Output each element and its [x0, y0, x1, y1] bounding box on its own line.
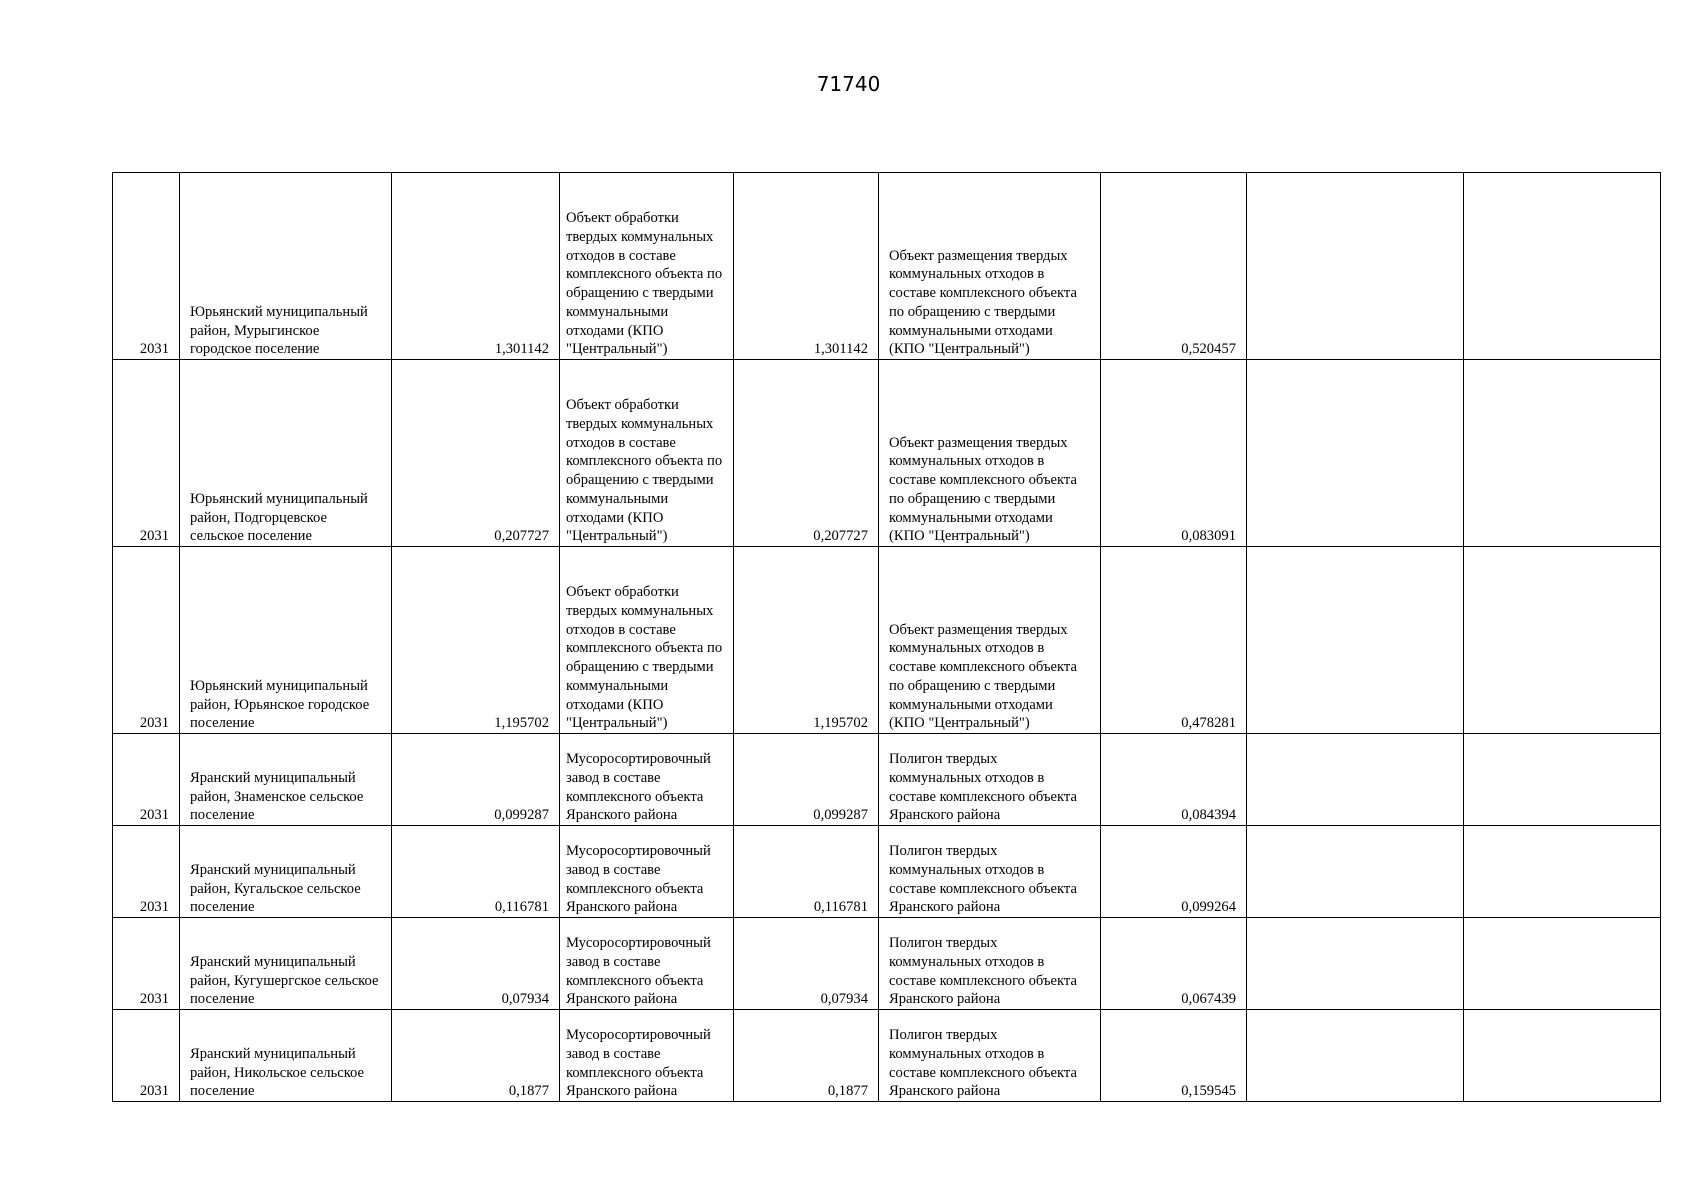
empty-cell [1247, 173, 1464, 360]
empty-cell [1464, 360, 1661, 547]
table-row [113, 173, 1661, 360]
territory-cell: Юрьянский муниципальный район, Юрьянское городское поселение [180, 547, 392, 734]
placement-object-cell: Полигон твердых коммунальных отходов в составе комплексного объекта Яранского района [879, 918, 1101, 1010]
processing-object-cell: Мусоросортировочный завод в составе комплексного объекта Яранского района [560, 734, 734, 826]
volume-placed-cell: 0,084394 [1101, 734, 1247, 826]
territory-cell: Юрьянский муниципальный район, Мурыгинское городское поселение [180, 173, 392, 360]
empty-cell [1247, 1010, 1464, 1102]
processing-object-cell: Объект обработки твердых коммунальных отходов в составе комплексного объекта по обращению с твердыми коммунальными отходами (КПО "Центральный") [560, 360, 734, 547]
volume-generated-cell: 1,301142 [392, 173, 560, 360]
empty-cell [1464, 173, 1661, 360]
empty-cell [1464, 918, 1661, 1010]
processing-object-cell: Мусоросортировочный завод в составе комплексного объекта Яранского района [560, 1010, 734, 1102]
volume-generated-cell: 0,099287 [392, 734, 560, 826]
table-row [113, 826, 1661, 918]
year-cell: 2031 [113, 734, 180, 826]
volume-processed-cell: 1,195702 [734, 547, 879, 734]
table-row [113, 547, 1661, 734]
processing-object-cell: Объект обработки твердых коммунальных отходов в составе комплексного объекта по обращению с твердыми коммунальными отходами (КПО "Центральный") [560, 173, 734, 360]
empty-cell [1464, 547, 1661, 734]
territory-cell: Юрьянский муниципальный район, Подгорцевское сельское поселение [180, 360, 392, 547]
table-row [113, 360, 1661, 547]
volume-processed-cell: 1,301142 [734, 173, 879, 360]
year-cell: 2031 [113, 547, 180, 734]
volume-generated-cell: 1,195702 [392, 547, 560, 734]
volume-placed-cell: 0,478281 [1101, 547, 1247, 734]
territory-cell: Яранский муниципальный район, Знаменское сельское поселение [180, 734, 392, 826]
empty-cell [1464, 1010, 1661, 1102]
volume-generated-cell: 0,116781 [392, 826, 560, 918]
processing-object-cell: Мусоросортировочный завод в составе комплексного объекта Яранского района [560, 918, 734, 1010]
placement-object-cell: Объект размещения твердых коммунальных отходов в составе комплексного объекта по обращению с твердыми коммунальными отходами (КПО "Центральный") [879, 173, 1101, 360]
table-row [113, 734, 1661, 826]
year-cell: 2031 [113, 173, 180, 360]
processing-object-cell: Объект обработки твердых коммунальных отходов в составе комплексного объекта по обращению с твердыми коммунальными отходами (КПО "Центральный") [560, 547, 734, 734]
processing-object-cell: Мусоросортировочный завод в составе комплексного объекта Яранского района [560, 826, 734, 918]
placement-object-cell: Полигон твердых коммунальных отходов в составе комплексного объекта Яранского района [879, 1010, 1101, 1102]
empty-cell [1464, 826, 1661, 918]
empty-cell [1247, 826, 1464, 918]
volume-placed-cell: 0,159545 [1101, 1010, 1247, 1102]
empty-cell [1247, 360, 1464, 547]
year-cell: 2031 [113, 826, 180, 918]
table-row [113, 918, 1661, 1010]
territory-cell: Яранский муниципальный район, Никольское сельское поселение [180, 1010, 392, 1102]
empty-cell [1464, 734, 1661, 826]
volume-processed-cell: 0,07934 [734, 918, 879, 1010]
volume-generated-cell: 0,1877 [392, 1010, 560, 1102]
placement-object-cell: Объект размещения твердых коммунальных отходов в составе комплексного объекта по обращению с твердыми коммунальными отходами (КПО "Центральный") [879, 360, 1101, 547]
volume-placed-cell: 0,067439 [1101, 918, 1247, 1010]
placement-object-cell: Полигон твердых коммунальных отходов в составе комплексного объекта Яранского района [879, 734, 1101, 826]
year-cell: 2031 [113, 360, 180, 547]
page-number: 71740 [816, 72, 881, 96]
year-cell: 2031 [113, 1010, 180, 1102]
volume-placed-cell: 0,083091 [1101, 360, 1247, 547]
placement-object-cell: Объект размещения твердых коммунальных отходов в составе комплексного объекта по обращению с твердыми коммунальными отходами (КПО "Центральный") [879, 547, 1101, 734]
territory-cell: Яранский муниципальный район, Кугушергское сельское поселение [180, 918, 392, 1010]
empty-cell [1247, 547, 1464, 734]
volume-processed-cell: 0,099287 [734, 734, 879, 826]
volume-generated-cell: 0,207727 [392, 360, 560, 547]
data-table [112, 172, 1661, 1102]
empty-cell [1247, 918, 1464, 1010]
table-row [113, 1010, 1661, 1102]
empty-cell [1247, 734, 1464, 826]
territory-cell: Яранский муниципальный район, Кугальское сельское поселение [180, 826, 392, 918]
year-cell: 2031 [113, 918, 180, 1010]
volume-generated-cell: 0,07934 [392, 918, 560, 1010]
placement-object-cell: Полигон твердых коммунальных отходов в составе комплексного объекта Яранского района [879, 826, 1101, 918]
volume-placed-cell: 0,099264 [1101, 826, 1247, 918]
volume-processed-cell: 0,1877 [734, 1010, 879, 1102]
volume-processed-cell: 0,116781 [734, 826, 879, 918]
volume-processed-cell: 0,207727 [734, 360, 879, 547]
volume-placed-cell: 0,520457 [1101, 173, 1247, 360]
